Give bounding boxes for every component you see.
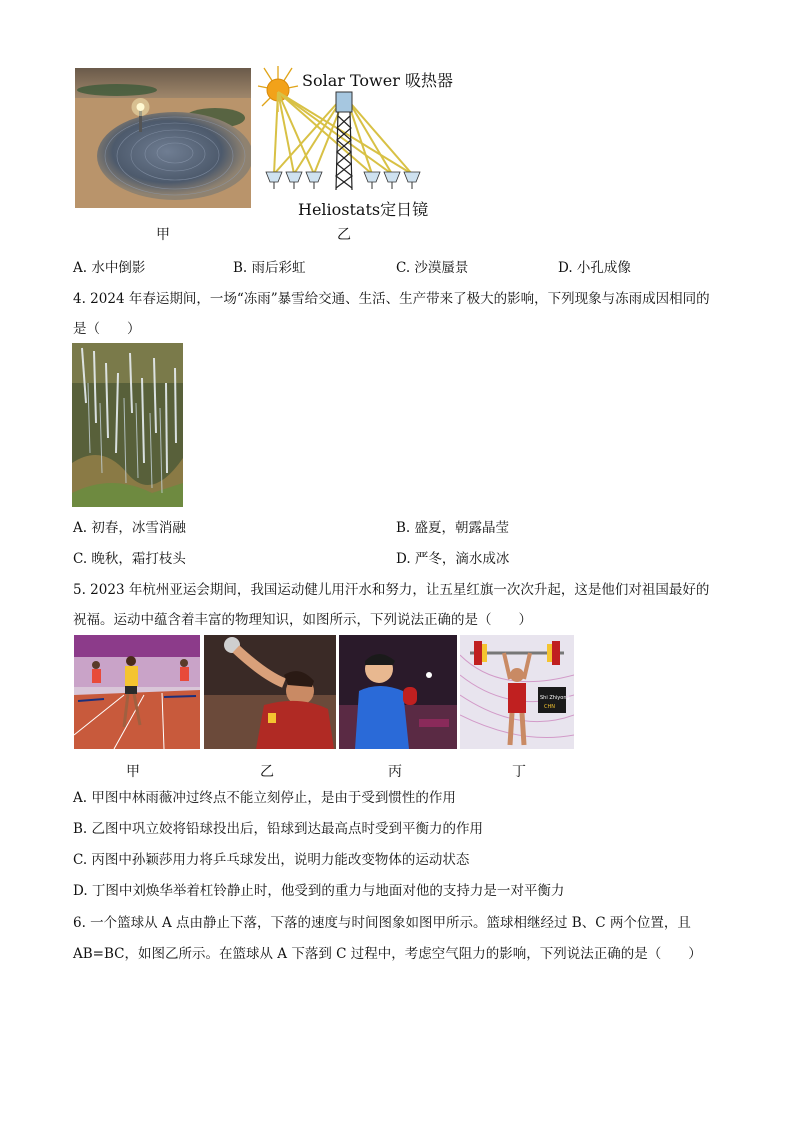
q6-stem-line2: AB=BC，如图乙所示。在篮球从 A 下落到 C 过程中，考虑空气阻力的影响，下列说法正确的是（ ）: [73, 946, 702, 962]
q3-option-a: A. 水中倒影: [73, 260, 146, 276]
q5-stem-line1: 5. 2023 年杭州亚运会期间，我国运动健儿用汗水和努力，让五星红旗一次次升起，这是他们对祖国最好的: [73, 582, 710, 598]
scoreboard-country: CHN: [544, 704, 555, 710]
solar-plant-photo: [75, 68, 251, 208]
hurdles-photo: [74, 635, 200, 749]
q5-stem-line2: 祝福。运动中蕴含着丰富的物理知识，如图所示，下列说法正确的是（ ）: [73, 612, 532, 628]
q5-option-b: B. 乙图中巩立姣将铅球投出后，铅球到达最高点时受到平衡力的作用: [73, 821, 484, 837]
q6-stem-line1: 6. 一个篮球从 A 点由静止下落，下落的速度与时间图象如图甲所示。篮球相继经过 B、C 两个位置，且: [73, 915, 691, 931]
figure-caption-yi: 乙: [337, 227, 351, 243]
q5-caption-jia: 甲: [126, 764, 140, 780]
q5-caption-ding: 丁: [512, 764, 526, 780]
q5-option-a: A. 甲图中林雨薇冲过终点不能立刻停止，是由于受到惯性的作用: [73, 790, 456, 806]
q5-caption-bing: 丙: [388, 764, 402, 780]
heliostat-label: Heliostats定日镜: [298, 200, 429, 219]
q4-option-d: D. 严冬，滴水成冰: [396, 551, 510, 567]
q4-stem-line1: 4. 2024 年春运期间，一场“冻雨”暴雪给交通、生活、生产带来了极大的影响，下列现象与冻雨成因相同的: [73, 291, 710, 307]
q4-option-c: C. 晚秋，霜打枝头: [73, 551, 186, 567]
shot-put-photo: [204, 635, 336, 749]
q5-option-c: C. 丙图中孙颖莎用力将乒乓球发出，说明力能改变物体的运动状态: [73, 852, 470, 868]
figure-caption-jia: 甲: [156, 227, 170, 243]
q4-option-a: A. 初春，冰雪消融: [73, 520, 186, 536]
scoreboard-name: Shi Zhiyong: [540, 695, 570, 701]
tower-label: Solar Tower 吸热器: [302, 71, 453, 90]
q3-option-b: B. 雨后彩虹: [233, 260, 306, 276]
table-tennis-photo: [339, 635, 457, 749]
q3-option-c: C. 沙漠蜃景: [396, 260, 469, 276]
weightlifting-photo: [460, 635, 574, 749]
q4-option-b: B. 盛夏，朝露晶莹: [396, 520, 510, 536]
q3-option-d: D. 小孔成像: [558, 260, 631, 276]
q4-stem-line2: 是（ ）: [73, 321, 141, 337]
q5-option-d: D. 丁图中刘焕华举着杠铃静止时，他受到的重力与地面对他的支持力是一对平衡力: [73, 883, 565, 899]
q5-caption-yi: 乙: [260, 764, 274, 780]
icicles-photo: [72, 343, 183, 507]
